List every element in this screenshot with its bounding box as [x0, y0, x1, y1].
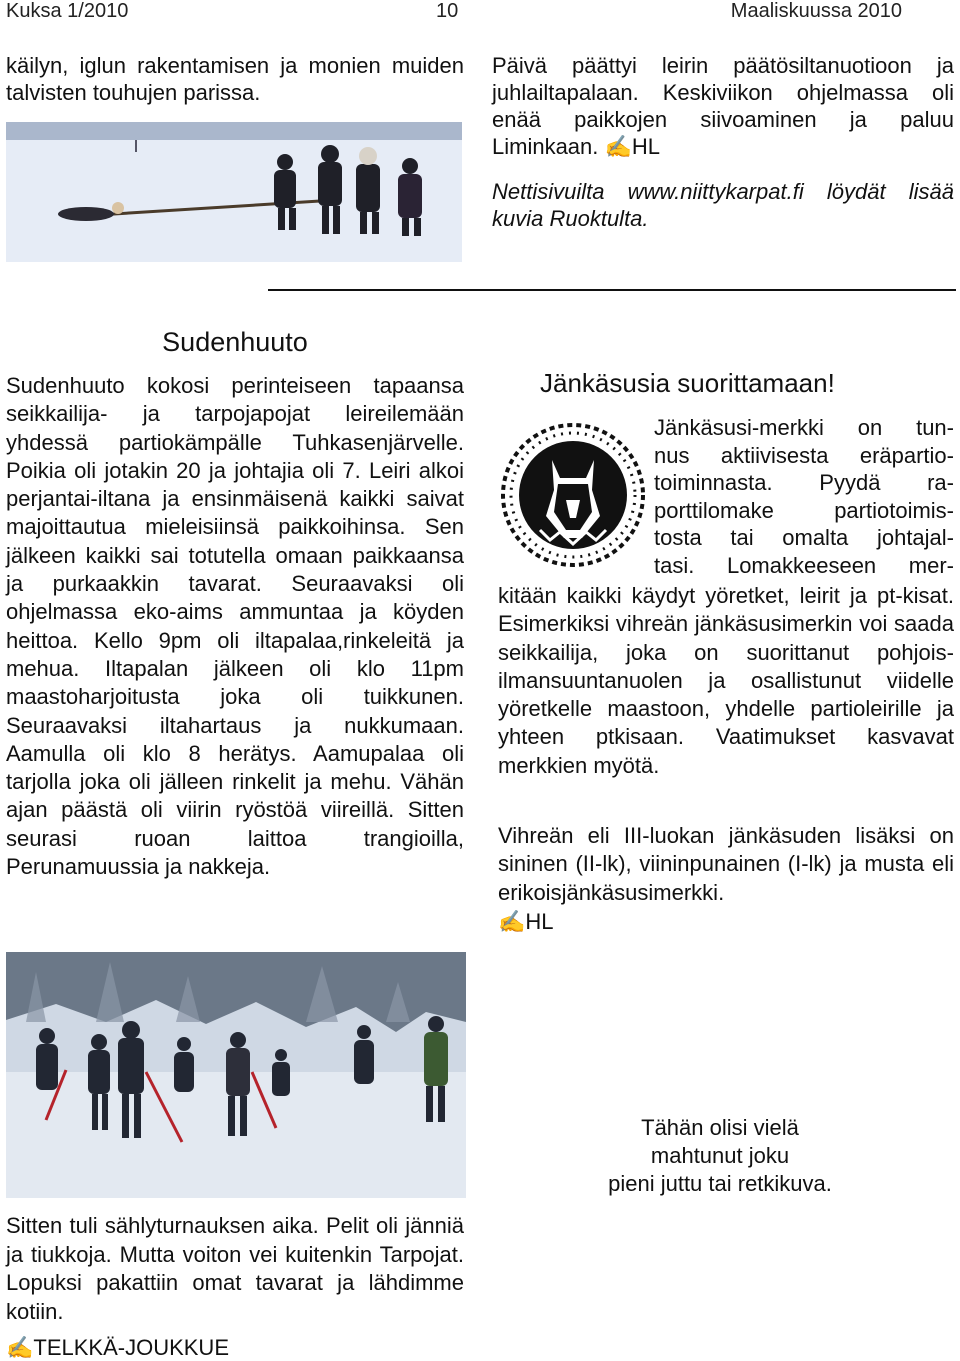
placeholder-note [560, 1114, 880, 1198]
lead-line: toiminnasta. Pyydä ra- [654, 470, 954, 496]
floorball-photo [6, 952, 466, 1198]
author-signature: ✍HL [604, 134, 661, 159]
lead-line: porttilomake partiotoimis- [654, 497, 954, 523]
top-right-paragraph [492, 52, 954, 160]
lead-line: tasi. Lomakkeeseen mer- [654, 552, 954, 578]
floorball-signature: ✍TELKKÄ-JOUKKUE [6, 1335, 229, 1360]
lead-line: Jänkäsusi-merkki on tun- [654, 415, 954, 440]
top-left-paragraph: käilyn, iglun rakentamisen ja monien muiden talvisten touhujen parissa. [6, 53, 464, 105]
placeholder-line: mahtunut joku [650, 1143, 790, 1168]
jankasusi-lead [654, 414, 954, 580]
placeholder-line: Tähän olisi vielä [641, 1115, 799, 1140]
issue-label: Kuksa 1/2010 [6, 0, 129, 22]
floorball-caption: Sitten tuli sählyturnauksen aika. Pelit oli jänniä ja tiukkoja. Mutta voiton vei kuitenkin Tarpojat. Lopuksi pakattiin omat tavarat ja lähdimme kotiin. [6, 1213, 464, 1324]
page-number: 10 [436, 0, 459, 22]
jankasusi-body: kitään kaikki käydyt yöretket, leirit ja pt-kisat. Esimerkiksi vihreän jänkäsusimerkin voi saada seikkailija, joka on suorittanut pohjois-ilmansuuntanuolen ja osallistunut viidelle yöretkelle maastoon, yhdelle partioleirille ja yhteen ptkisaan. Vaatimukset kasvavat merkkien myötä. [498, 583, 954, 778]
section-divider [268, 289, 956, 291]
wolf-badge-icon [500, 420, 646, 570]
snow-game-photo [6, 122, 462, 262]
sudenhuuto-title: Sudenhuuto [162, 327, 308, 357]
closing-text: Päivä päättyi leirin päätösiltanuotioon ja juhlailtapalaan. Keskiviikon ohjelmassa oli enää paikkojen siivoaminen ja paluu Liminkaan. [492, 53, 954, 159]
sudenhuuto-body: Sudenhuuto kokosi perinteiseen tapaansa seikkailija- ja tarpojapojat leireilemään yhdessä partiokämpälle Tuhkasenjärvelle. Poikia oli jotakin 20 ja johtajia oli 7. Leiri alkoi perjantai-iltana ja ensinmäisenä kaikki saivat majoittautua mieleisiinsä paikkoihinsa. Sen jälkeen kaikki sai totutella omaan paikkaansa ja purkaakkin tavarat. Seuraavaksi oli ohjelmassa eko-aims ammuntaa ja köyden heittoa. Kello 9pm oli iltapalaa,rinkeleitä ja mehua. Iltapalan jälkeen oli klo 11pm maastoharjoitusta joka oli tuikkunen. Seuraavaksi iltahartaus ja nukkumaan. Aamulla oli klo 8 herätys. Aamupalaa oli tarjolla joka oli jälleen rinkelit ja mehu. Vähän ajan päästä oli viirin ryöstöä viireillä. Sitten seurasi ruoan laittoa trangioilla, Perunamuussia ja nakkeja. [6, 373, 464, 880]
website-note: Nettisivuilta www.niittykarpat.fi löydät lisää kuvia Ruoktulta. [492, 179, 954, 231]
placeholder-line: pieni juttu tai retkikuva. [608, 1171, 832, 1196]
issue-date: Maaliskuussa 2010 [730, 0, 902, 22]
jankasusi-paragraph-2: Vihreän eli III-luokan jänkäsuden lisäksi on sininen (II-lk), viininpunainen (I-lk) ja musta eli erikoisjänkäsusimerkki. [498, 823, 954, 905]
jankasusi-signature: ✍HL [498, 909, 554, 934]
lead-line: tosta tai omalta johtajal- [654, 525, 954, 551]
jankasusi-title: Jänkäsusia suorittamaan! [540, 368, 835, 398]
lead-line: nus aktiivisesta eräpartio- [654, 442, 954, 468]
